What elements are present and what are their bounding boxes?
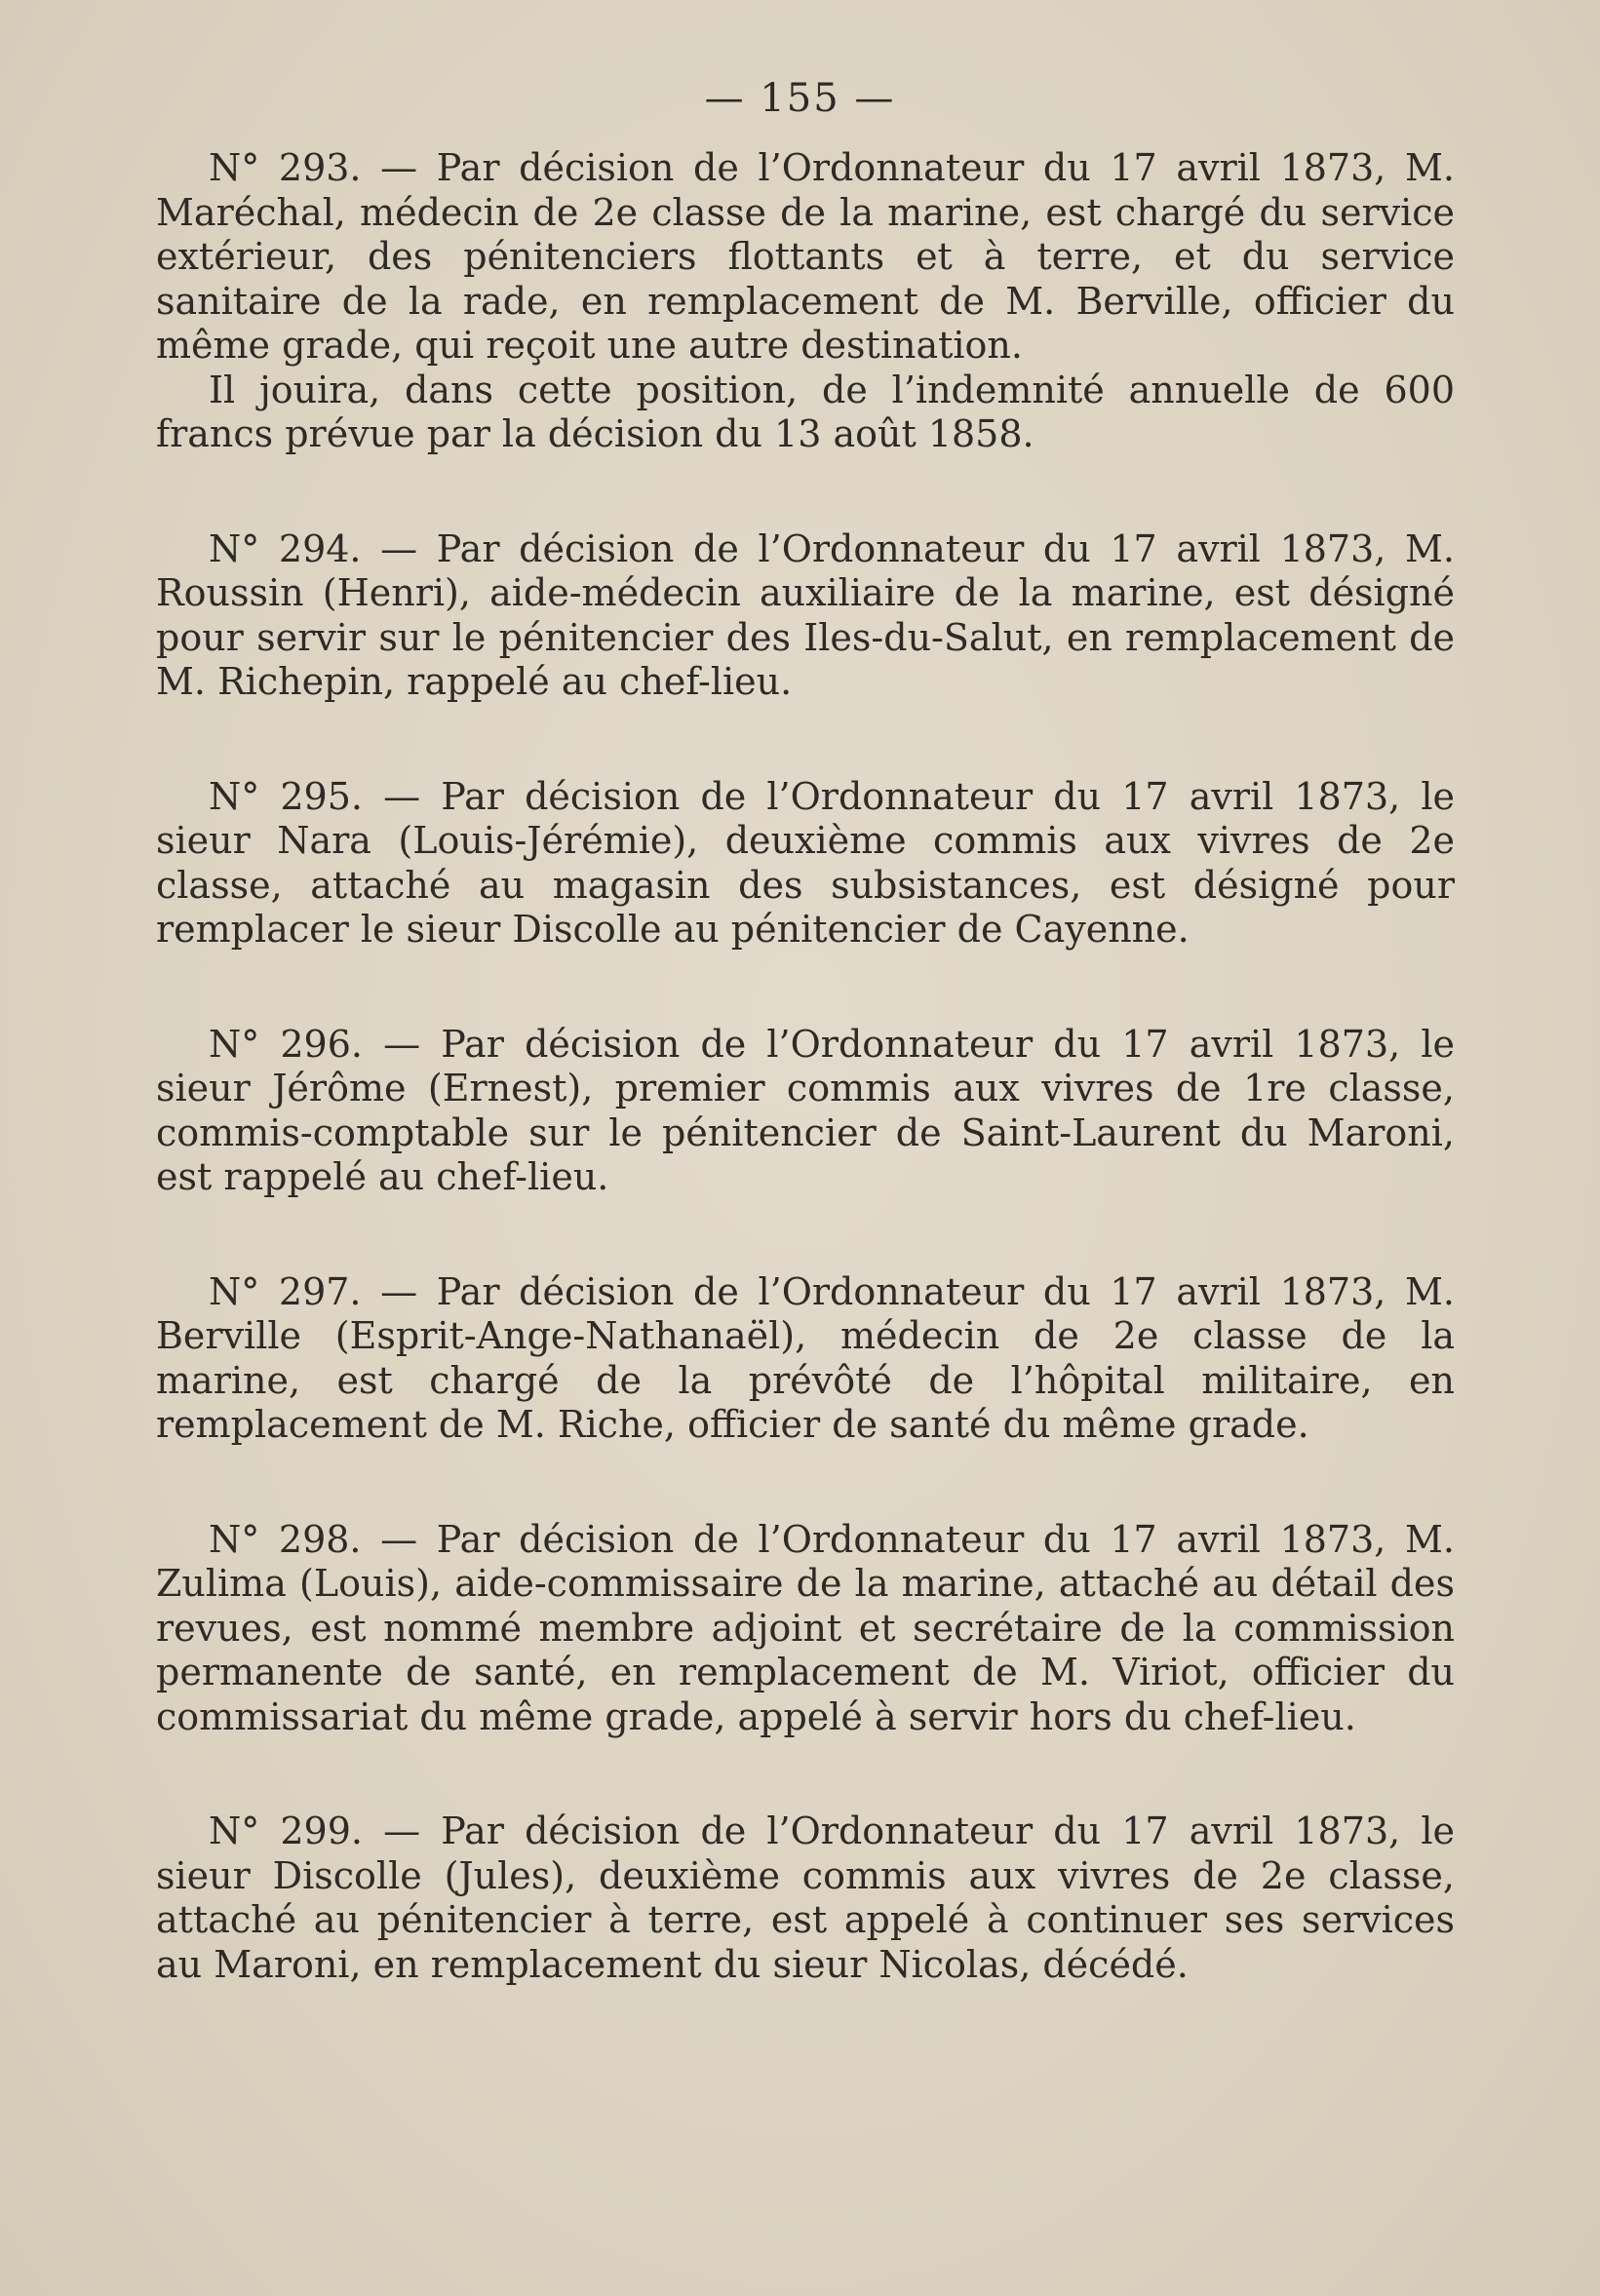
decision-296 — [156, 1023, 1455, 1200]
decision-paragraph: Il jouira, dans cette position, de l’indemnité annuelle de 600 francs prévue par la décision du 13 août 1858. — [156, 368, 1455, 455]
decisions-list — [156, 146, 1455, 1987]
decision-paragraph: N° 293. — Par décision de l’Ordonnateur du 17 avril 1873, M. Maréchal, médecin de 2e classe de la marine, est chargé du service extérieur, des pénitenciers flottants et à terre, et du service sanitaire de la rade, en remplacement de M. Berville, officier du même grade, qui reçoit une autre destination. — [156, 146, 1455, 367]
decision-293 — [156, 146, 1455, 457]
decision-paragraph: N° 295. — Par décision de l’Ordonnateur du 17 avril 1873, le sieur Nara (Louis-Jérémie), deuxième commis aux vivres de 2e classe, attaché au magasin des subsistances, est désigné pour remplacer le sieur Discolle au pénitencier de Cayenne. — [156, 774, 1455, 951]
decision-paragraph: N° 294. — Par décision de l’Ordonnateur du 17 avril 1873, M. Roussin (Henri), aide-médecin auxiliaire de la marine, est désigné pour servir sur le pénitencier des Iles-du-Salut, en remplacement de M. Richepin, rappelé au chef-lieu. — [156, 526, 1455, 703]
decision-294 — [156, 527, 1455, 705]
decision-299 — [156, 1810, 1455, 1987]
decision-295 — [156, 775, 1455, 953]
decision-paragraph: N° 297. — Par décision de l’Ordonnateur du 17 avril 1873, M. Berville (Esprit-Ange-Nathanaël), médecin de 2e classe de la marine, est chargé de la prévôté de l’hôpital militaire, en remplacement de M. Riche, officier de santé du même grade. — [156, 1269, 1455, 1446]
decision-298 — [156, 1518, 1455, 1740]
decision-paragraph: N° 296. — Par décision de l’Ordonnateur du 17 avril 1873, le sieur Jérôme (Ernest), premier commis aux vivres de 1re classe, commis-comptable sur le pénitencier de Saint-Laurent du Maroni, est rappelé au chef-lieu. — [156, 1022, 1455, 1198]
page-number: — 155 — — [704, 76, 896, 121]
decision-paragraph: N° 299. — Par décision de l’Ordonnateur du 17 avril 1873, le sieur Discolle (Jules), deuxième commis aux vivres de 2e classe, attaché au pénitencier à terre, est appelé à continuer ses services au Maroni, en remplacement du sieur Nicolas, décédé. — [156, 1810, 1455, 1986]
decision-297 — [156, 1270, 1455, 1448]
decision-paragraph: N° 298. — Par décision de l’Ordonnateur du 17 avril 1873, M. Zulima (Louis), aide-commissaire de la marine, attaché au détail des revues, est nommé membre adjoint et secrétaire de la commission permanente de santé, en remplacement de M. Viriot, officier du commissariat du même grade, appelé à servir hors du chef-lieu. — [156, 1517, 1455, 1738]
